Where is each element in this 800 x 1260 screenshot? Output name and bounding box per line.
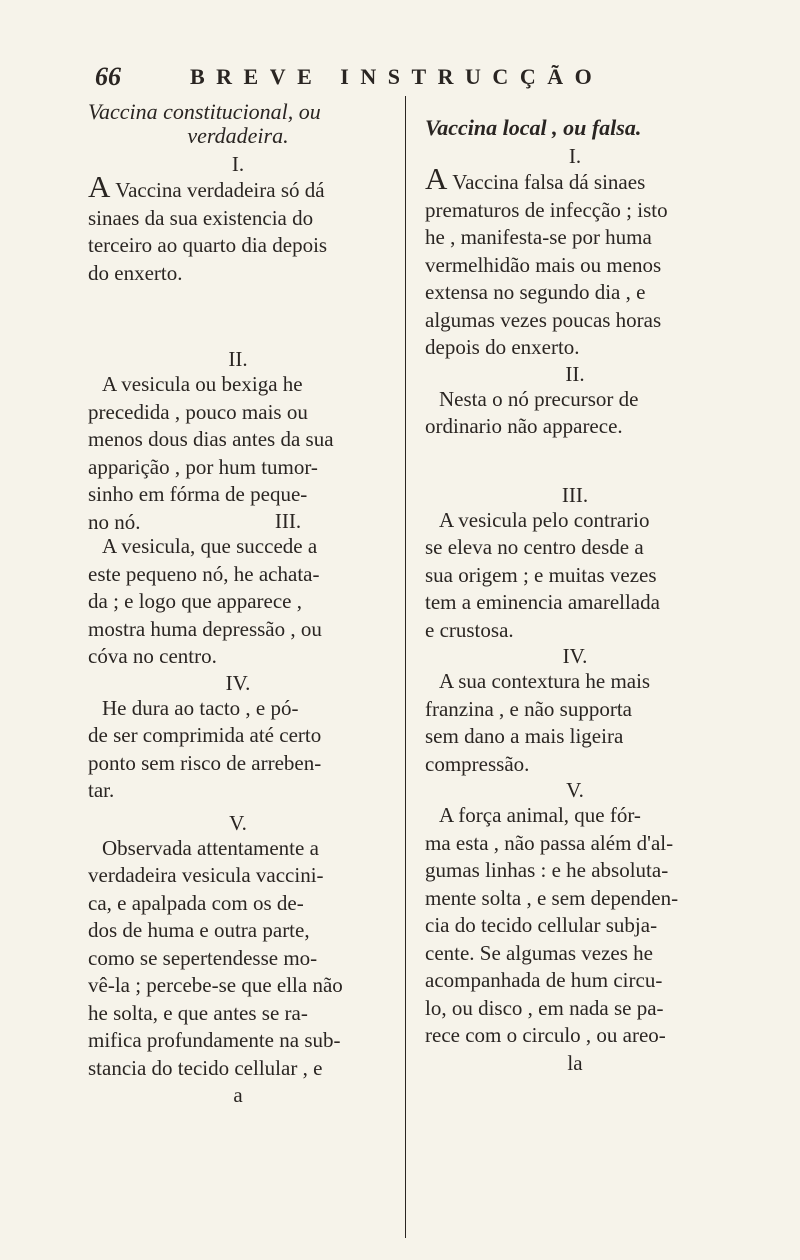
section-numeral: IV.: [225, 670, 251, 695]
section-numeral: I.: [231, 152, 245, 176]
drop-cap: A: [88, 169, 111, 204]
section-paragraph: A força animal, que fór- ma esta , não passa além d'al- gumas linhas : e he absoluta- mente solta , e sem dependen- cia do tecido cellular subja- cente. Se algumas vezes he acompanhada de hum circu- lo, ou disco , em nada se pa- rece com o circulo , ou areo-: [425, 803, 679, 1047]
right-column: [425, 100, 725, 1076]
section-paragraph: Observada attentamente a verdadeira vesicula vaccini- ca, e apalpada com os de- dos de huma e outra parte, como se sepertendesse mo- vê-la ; percebe-se que ella não he solta, e que antes se ra- mifica profundamente na sub- stancia do tecido cellular , e: [88, 835, 343, 1080]
section-paragraph: A Vaccina falsa dá sinaes prematuros de infecção ; isto he , manifesta-se por huma vermelhidão mais ou menos extensa no segundo dia , e algumas vezes poucas horas depois do enxerto.: [425, 161, 668, 359]
section-numeral: II.: [228, 347, 248, 371]
section-paragraph: A vesicula, que succede a este pequeno nó, he achata- da ; e logo que apparece , mostra huma depressão , ou cóva no centro.: [88, 534, 322, 668]
catchword: la: [567, 1050, 583, 1075]
section-paragraph: A sua contextura he mais franzina , e não supporta sem dano a mais ligeira compressão.: [425, 669, 651, 776]
section-paragraph: He dura ao tacto , e pó- de ser comprimida até certo ponto sem risco de arreben- tar.: [88, 695, 322, 802]
left-column-title: Vaccina constitucional, ou verdadeira.: [88, 99, 321, 148]
section-numeral: II.: [565, 361, 585, 386]
left-column: [88, 100, 388, 1108]
catchword: a: [233, 1083, 243, 1107]
drop-cap: A: [425, 161, 448, 196]
section-paragraph: A vesicula ou bexiga he precedida , pouco mais ou menos dous dias antes da sua apparição , por hum tumor- sinho em fórma de peque- no nó.: [88, 372, 334, 534]
section-numeral: V.: [566, 778, 584, 802]
page-number: 66: [95, 62, 121, 91]
section-numeral: V.: [229, 810, 247, 835]
section-numeral: III.: [274, 509, 302, 533]
section-numeral: III.: [561, 482, 589, 507]
column-divider: [405, 96, 406, 1238]
running-head: [95, 62, 695, 98]
section-numeral: I.: [568, 144, 582, 168]
section-paragraph: A vesicula pelo contrario se eleva no centro desde a sua origem ; e muitas vezes tem a eminencia amarellada e crustosa.: [425, 507, 660, 642]
section-paragraph: A Vaccina verdadeira só dá sinaes da sua existencia do terceiro ao quarto dia depois do enxerto.: [88, 169, 328, 285]
section-numeral: IV.: [562, 644, 588, 668]
section-paragraph: Nesta o nó precursor de ordinario não apparece.: [425, 386, 639, 438]
running-title: BREVE INSTRUCÇÃO: [190, 64, 604, 89]
right-column-title: Vaccina local , ou falsa.: [425, 115, 642, 140]
